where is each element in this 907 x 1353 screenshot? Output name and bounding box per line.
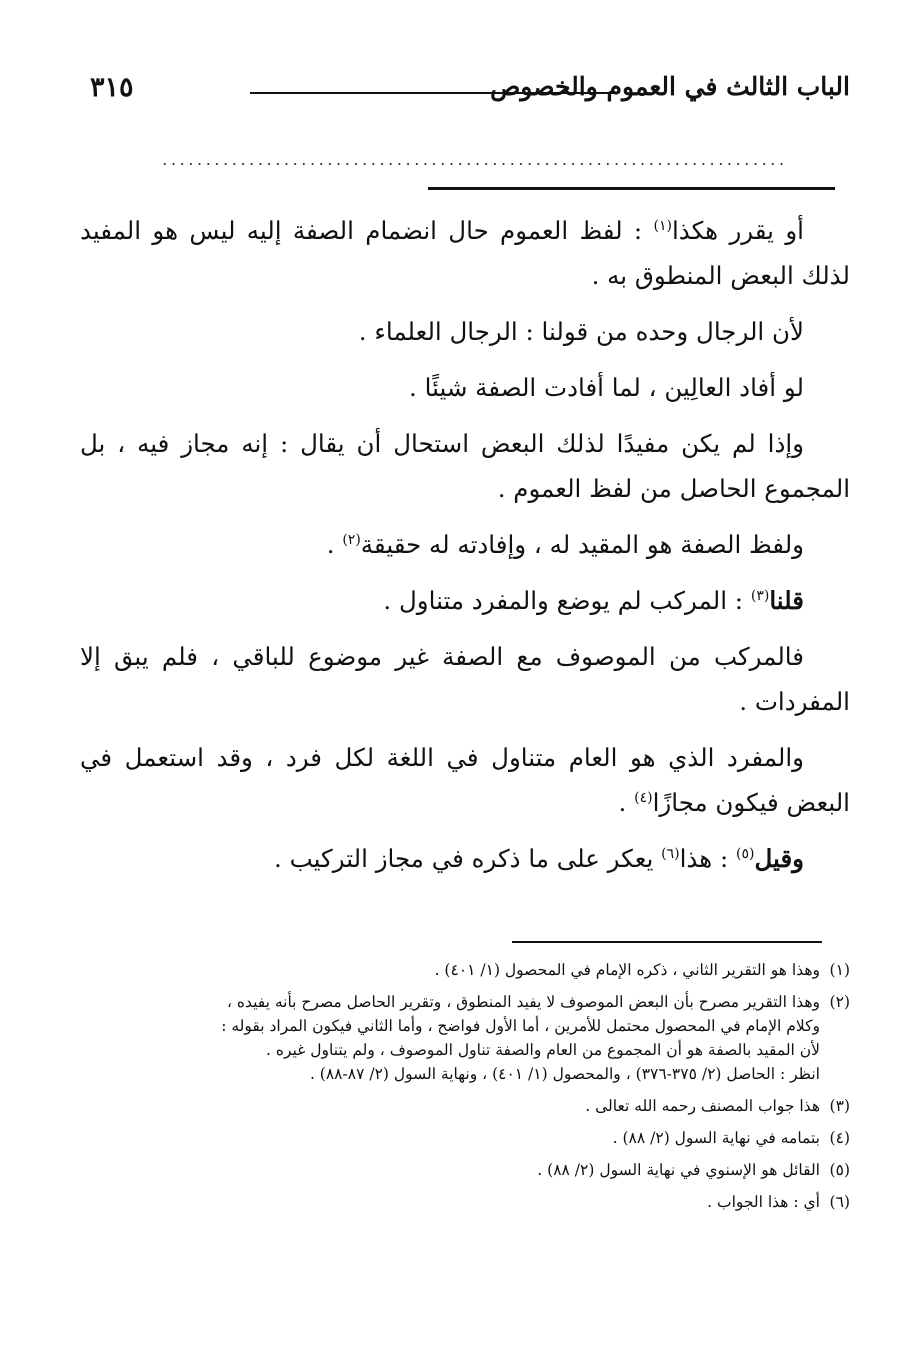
footnote: (٥) القائل هو الإسنوي في نهاية السول (٢/ ٨٨) . — [80, 1158, 850, 1182]
footnote-number: (٥) — [829, 1161, 850, 1179]
footnote-ref: (٥) — [736, 845, 755, 862]
footnote-number: (١) — [829, 961, 850, 979]
footnote-ref: (٢) — [342, 531, 361, 548]
footnote: (٤) بتمامه في نهاية السول (٢/ ٨٨) . — [80, 1126, 850, 1150]
paragraph: أو يقرر هكذا$^{(١)}$ : لفظ العموم حال انضمام الصفة إليه ليس هو المفيد لذلك البعض المنطوق به . — [80, 216, 850, 290]
main-text — [80, 208, 850, 892]
footnote-number: (٣) — [829, 1097, 850, 1115]
paragraph: وإذا لم يكن مفيدًا لذلك البعض استحال أن يقال : إنه مجاز فيه ، بل المجموع الحاصل من لفظ العموم . — [80, 429, 850, 503]
footnote-number: (٢) — [829, 993, 850, 1011]
footnote: (٣) هذا جواب المصنف رحمه الله تعالى . — [80, 1094, 850, 1118]
footnote-ref: (٣) — [750, 587, 770, 604]
separator-rule — [428, 187, 835, 190]
footnote-ref: (٤) — [634, 789, 653, 806]
paragraph: وقيل$^{(٥)}$ : هذا$^{(٦)}$ يعكر على ما ذكره في مجاز التركيب . — [274, 844, 804, 873]
footnote-ref: (١) — [653, 217, 672, 234]
paragraph: قلنا$^{(٣)}$ : المركب لم يوضع والمفرد متناول . — [383, 586, 804, 615]
paragraph: والمفرد الذي هو العام متناول في اللغة لكل فرد ، وقد استعمل في البعض فيكون مجازًا$^{(٤)}$ . — [80, 743, 850, 817]
running-title: الباب الثالث في العموم والخصوص — [490, 72, 850, 101]
footnote-number: (٦) — [829, 1193, 850, 1211]
footnote-number: (٤) — [829, 1129, 850, 1147]
paragraph: لو أفاد العالِين ، لما أفادت الصفة شيئًا . — [409, 373, 804, 402]
page-header — [80, 70, 850, 110]
separator-dots: ........................................................................ — [162, 150, 788, 169]
lead-word: وقيل — [754, 844, 804, 873]
footnote-rule — [512, 941, 822, 943]
lead-word: قلنا — [769, 586, 804, 615]
paragraph: فالمركب من الموصوف مع الصفة غير موضوع للباقي ، فلم يبق إلا المفردات . — [80, 642, 850, 716]
footnote-ref: (٦) — [661, 845, 680, 862]
paragraph: لأن الرجال وحده من قولنا : الرجال العلماء . — [358, 317, 804, 346]
footnotes — [80, 958, 850, 1222]
paragraph: ولفظ الصفة هو المقيد له ، وإفادته له حقيقة$^{(٢)}$ . — [326, 530, 804, 559]
footnote: (٢) وهذا التقرير مصرح بأن البعض الموصوف لا يفيد المنطوق ، وتقرير الحاصل مصرح بأنه يفيده ، وكلام الإمام في المحصول محتمل للأمرين ، أما الأول فواضح ، وأما الثاني فيكون المراد بقوله : لأن المقيد بالصفة هو أن المجموع من العام والصفة تناول الموصوف ، ولم يتناول غيره . انظر : الحاصل (٢/ ٣٧٥-٣٧٦) ، والمحصول (١/ ٤٠١) ، ونهاية السول (٢/ ٨٧-٨٨) . — [80, 990, 850, 1086]
footnote: (٦) أي : هذا الجواب . — [80, 1190, 850, 1214]
page-number: ٣١٥ — [90, 72, 134, 103]
footnote: (١) وهذا هو التقرير الثاني ، ذكره الإمام في المحصول (١/ ٤٠١) . — [80, 958, 850, 982]
